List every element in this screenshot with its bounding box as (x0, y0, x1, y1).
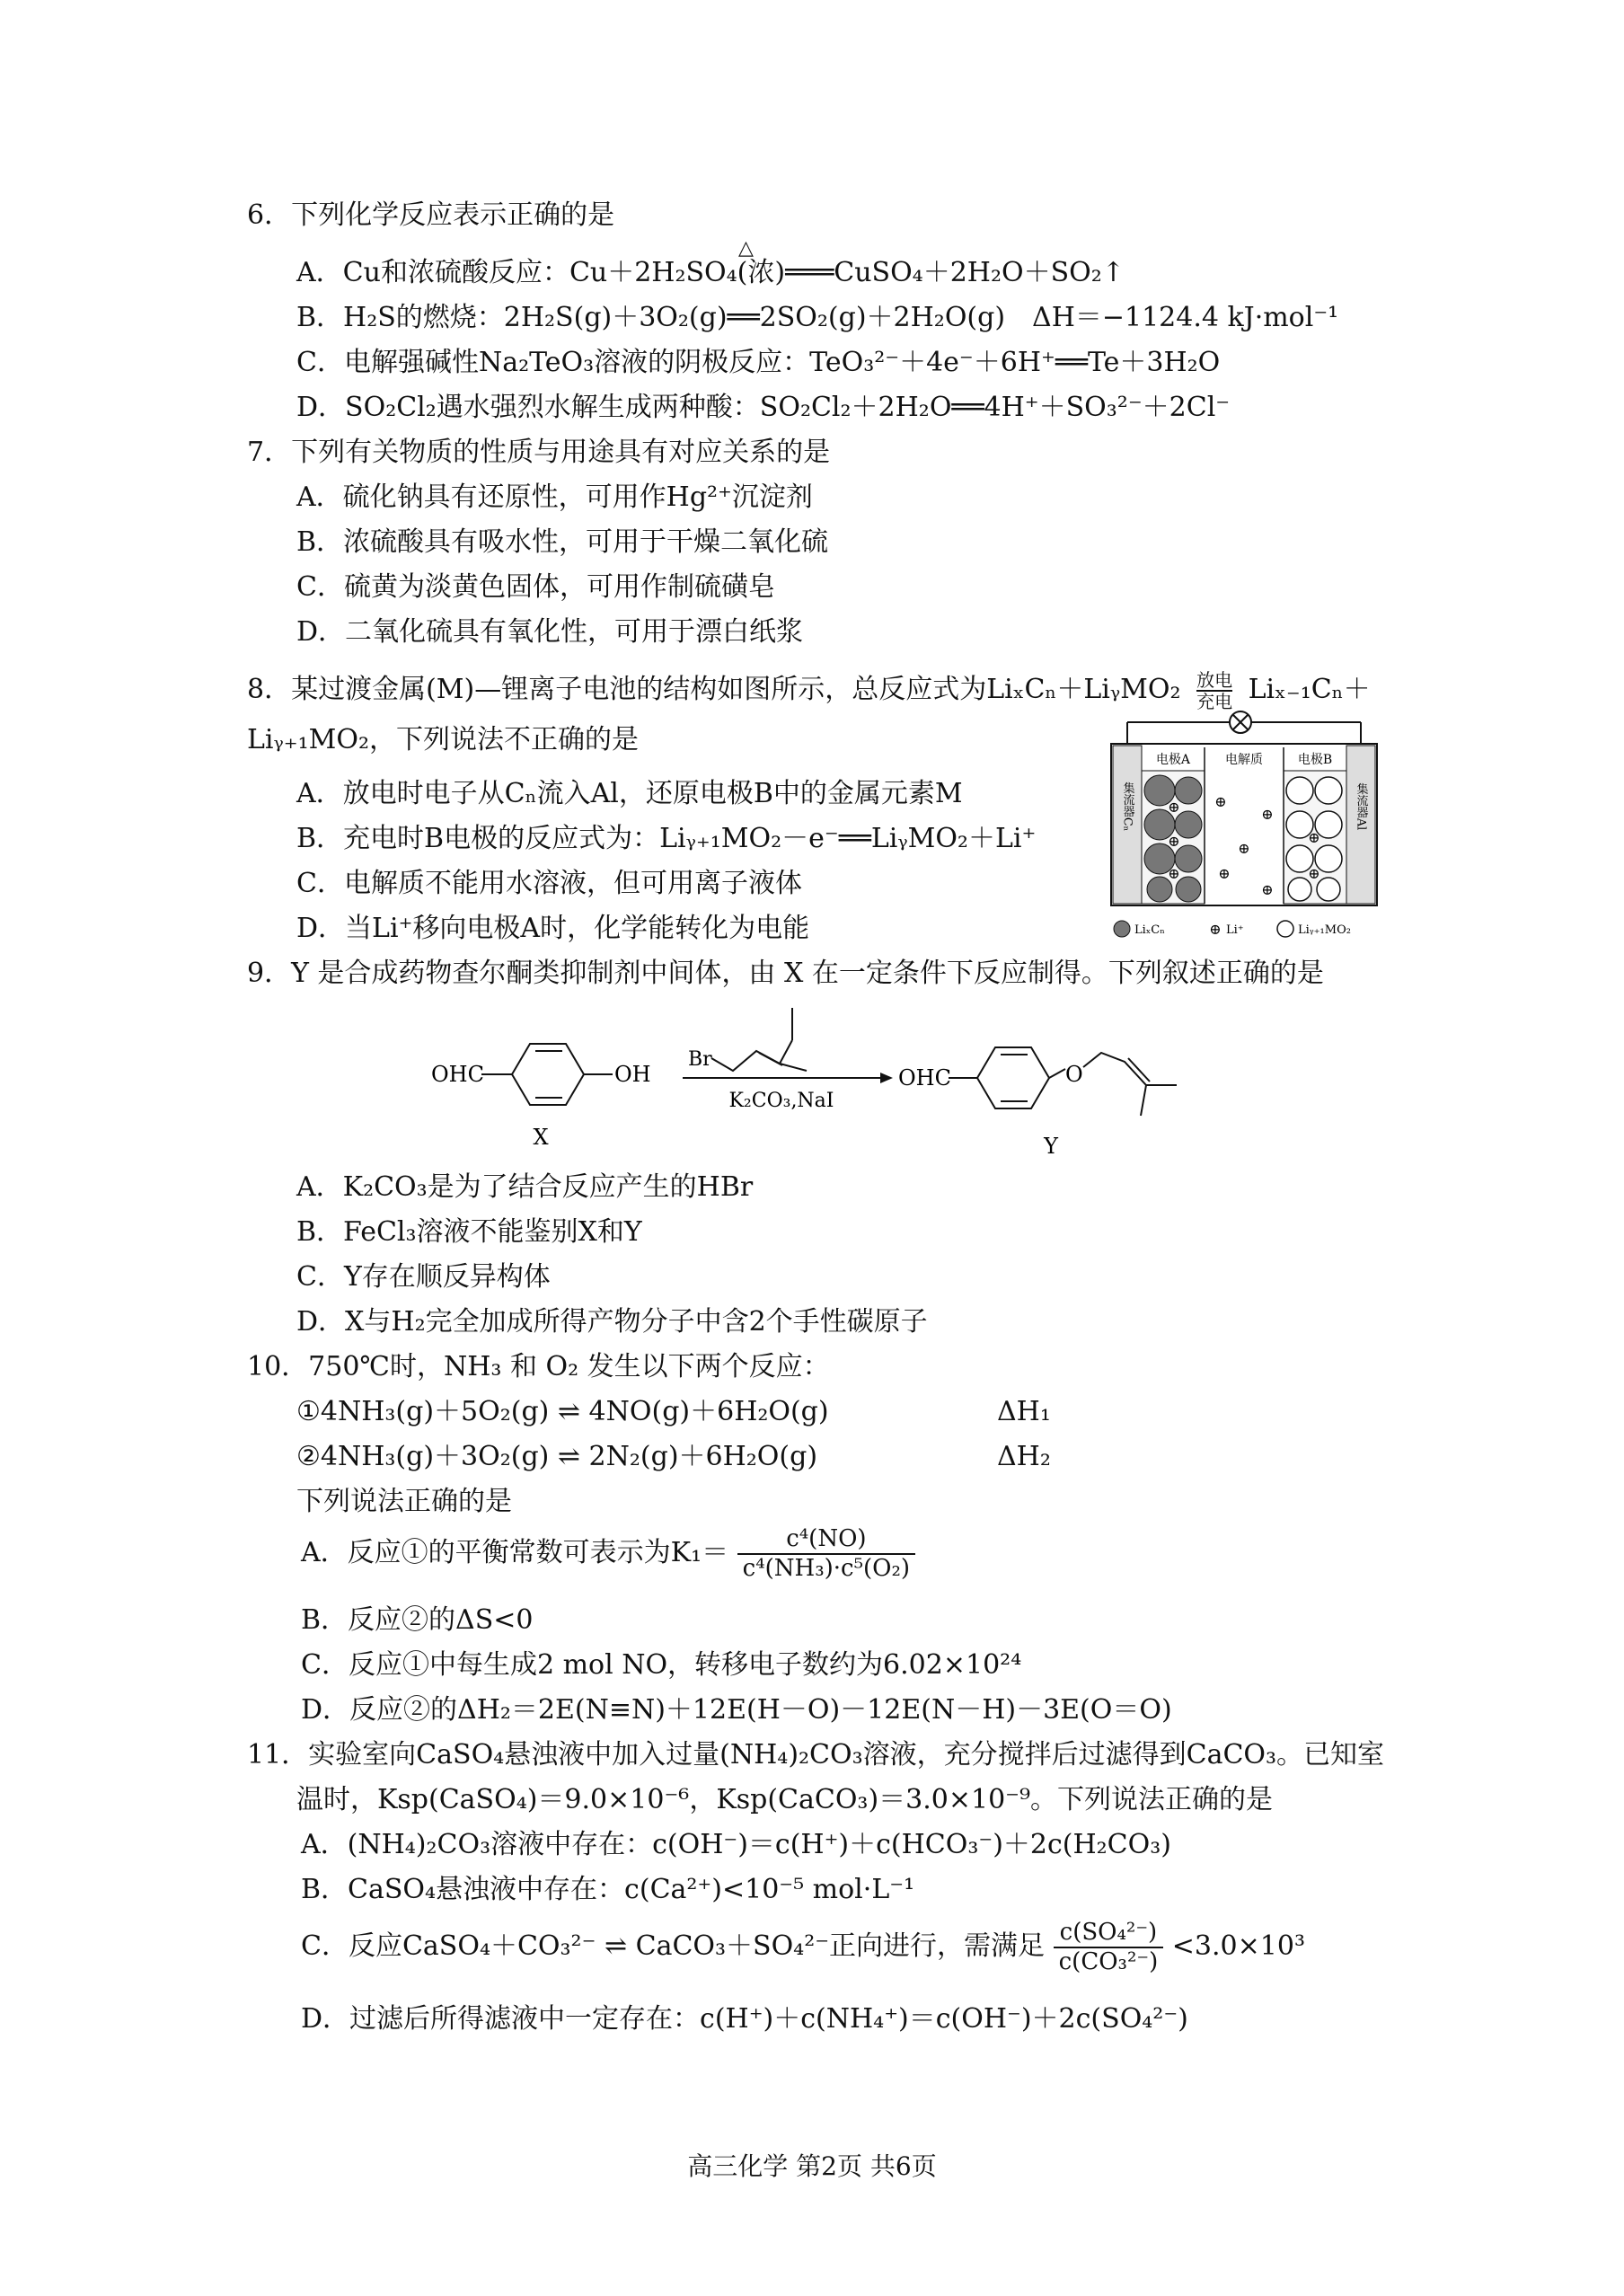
q11-option-c-limit: <3.0×10³ (1171, 1930, 1305, 1963)
q6-option-a-text: A．Cu和浓硫酸反应：Cu＋2H₂SO₄(浓)═══CuSO₄＋2H₂O＋SO₂↑ (296, 257, 1125, 288)
electrolyte-label: 电解质 (1225, 753, 1263, 767)
y-ether-o: O (1065, 1062, 1083, 1087)
q7-option-a: A．硫化钠具有还原性，可用作Hg²⁺沉淀剂 (296, 481, 813, 513)
label-y: Y (1044, 1134, 1058, 1159)
svg-text:⊕: ⊕ (1168, 865, 1180, 882)
q7-option-b: B．浓硫酸具有吸水性，可用于干燥二氧化硫 (296, 526, 829, 558)
q6-option-d: D．SO₂Cl₂遇水强烈水解生成两种酸：SO₂Cl₂＋2H₂O══4H⁺＋SO₃²⁻＋2Cl⁻ (296, 392, 1231, 423)
svg-text:⊕: ⊕ (1209, 921, 1222, 938)
benzene-ring-x (512, 1044, 584, 1105)
q11-option-c (301, 1919, 1305, 1976)
q9-stem: 9．Y 是合成药物查尔酮类抑制剂中间体，由 X 在一定条件下反应制得。下列叙述正确的是 (247, 958, 1324, 989)
q10-option-d: D．反应②的ΔH₂＝2E(N≡N)＋12E(H－O)－12E(N－H)－3E(O＝O) (301, 1694, 1172, 1726)
q11-stem-line2: 温时，Ksp(CaSO₄)＝9.0×10⁻⁶，Ksp(CaCO₃)＝3.0×10⁻⁹。下列说法正确的是 (296, 1784, 1274, 1815)
q9-option-d: D．X与H₂完全加成所得产物分子中含2个手性碳原子 (296, 1306, 928, 1338)
q10-option-a (301, 1525, 915, 1583)
page-footer: 高三化学 第2页 共6页 (687, 2151, 937, 2181)
charge-label: 充电 (1196, 691, 1233, 712)
legend-li-ion: Li⁺ (1226, 923, 1244, 937)
ratio-numerator: c(SO₄²⁻) (1054, 1919, 1164, 1948)
q11-option-d: D．过滤后所得滤液中一定存在：c(H⁺)＋c(NH₄⁺)＝c(OH⁻)＋2c(SO₄²⁻) (301, 2003, 1188, 2035)
q10-reaction-2: ②4NH₃(g)＋3O₂(g) ⇌ 2N₂(g)＋6H₂O(g) (296, 1441, 818, 1472)
q11-stem-line1: 11．实验室向CaSO₄悬浊液中加入过量(NH₄)₂CO₃溶液，充分搅拌后过滤得到CaCO₃。已知室 (247, 1739, 1385, 1771)
q6-option-a (296, 257, 1125, 289)
svg-text:⊕: ⊕ (1218, 865, 1231, 882)
q6-option-b: B．H₂S的燃烧：2H₂S(g)＋3O₂(g)══2SO₂(g)＋2H₂O(g) ΔH＝−1124.4 kJ·mol⁻¹ (296, 302, 1339, 333)
q6-option-c: C．电解强碱性Na₂TeO₃溶液的阴极反应：TeO₃²⁻＋4e⁻＋6H⁺══Te＋3H₂O (296, 347, 1221, 378)
q11-option-c-text: C．反应CaSO₄＋CO₃²⁻ ⇌ CaCO₃＋SO₄²⁻正向进行，需满足 (301, 1930, 1046, 1963)
q9-option-c: C．Y存在顺反异构体 (296, 1261, 551, 1293)
q10-option-a-text: A．反应①的平衡常数可表示为K₁＝ (301, 1537, 729, 1569)
q10-dh2: ΔH₂ (997, 1441, 1051, 1472)
svg-text:⊕: ⊕ (1238, 840, 1250, 857)
ratio-fraction (1054, 1919, 1164, 1976)
ratio-denominator: c(CO₃²⁻) (1058, 1948, 1159, 1976)
legend-lixcn: LiₓCₙ (1134, 923, 1165, 937)
equilibrium-constant-fraction (737, 1525, 915, 1583)
benzene-ring-y (977, 1047, 1049, 1108)
reagent-br: Br (688, 1048, 712, 1071)
collector-right-label: 集流器Al (1354, 782, 1368, 831)
q7-stem: 7．下列有关物质的性质与用途具有对应关系的是 (247, 437, 831, 468)
q10-option-c: C．反应①中每生成2 mol NO，转移电子数约为6.02×10²⁴ (301, 1649, 1022, 1681)
q7-option-c: C．硫黄为淡黄色固体，可用作制硫磺皂 (296, 571, 775, 603)
q6-stem: 6．下列化学反应表示正确的是 (247, 199, 615, 231)
discharge-label: 放电 (1196, 669, 1233, 691)
fraction-denominator: c⁴(NH₃)·c⁵(O₂) (742, 1555, 911, 1583)
heat-symbol: △ (738, 237, 754, 260)
q8-stem-line1 (247, 670, 1371, 711)
q10-dh1: ΔH₁ (997, 1396, 1051, 1427)
q7-option-d: D．二氧化硫具有氧化性，可用于漂白纸浆 (296, 616, 804, 648)
q9-option-b: B．FeCl₃溶液不能鉴别X和Y (296, 1216, 642, 1248)
x-oh-group: OH (614, 1062, 651, 1087)
svg-text:⊕: ⊕ (1261, 806, 1274, 823)
label-x: X (533, 1125, 549, 1150)
fraction-numerator: c⁴(NO) (737, 1525, 915, 1555)
q8-option-b: B．充电时B电极的反应式为：Liᵧ₊₁MO₂－e⁻══LiᵧMO₂＋Li⁺ (296, 823, 1037, 854)
svg-text:⊕: ⊕ (1308, 829, 1320, 846)
electrode-b-label: 电极B (1297, 753, 1333, 767)
reaction-condition (1196, 670, 1232, 711)
q8-option-c: C．电解质不能用水溶液，但可用离子液体 (296, 868, 802, 899)
q8-option-a: A．放电时电子从Cₙ流入Al，还原电极B中的金属元素M (296, 778, 963, 809)
svg-text:⊕: ⊕ (1261, 881, 1274, 898)
legend-limo2: Liᵧ₊₁MO₂ (1298, 923, 1351, 937)
q9-option-a: A．K₂CO₃是为了结合反应产生的HBr (296, 1171, 754, 1203)
svg-text:⊕: ⊕ (1168, 799, 1180, 816)
q10-reaction-1: ①4NH₃(g)＋5O₂(g) ⇌ 4NO(g)＋6H₂O(g) (296, 1396, 829, 1427)
q8-stem-line2: Liᵧ₊₁MO₂，下列说法不正确的是 (247, 724, 640, 755)
q11-option-a: A．(NH₄)₂CO₃溶液中存在：c(OH⁻)＝c(H⁺)＋c(HCO₃⁻)＋2c(H₂CO₃) (301, 1829, 1171, 1860)
x-cho-group: OHC (431, 1062, 484, 1087)
collector-left-label: 集流器Cₙ (1120, 782, 1134, 832)
q10-option-b: B．反应②的ΔS<0 (301, 1604, 534, 1636)
q10-sub: 下列说法正确的是 (296, 1486, 512, 1517)
y-cho-group: OHC (898, 1065, 951, 1091)
battery-diagram (1109, 708, 1379, 943)
electrode-a-label: 电极A (1155, 753, 1191, 767)
q11-option-b: B．CaSO₄悬浊液中存在：c(Ca²⁺)<10⁻⁵ mol·L⁻¹ (301, 1874, 915, 1905)
q10-stem: 10．750℃时，NH₃ 和 O₂ 发生以下两个反应： (247, 1351, 830, 1382)
q8-option-d: D．当Li⁺移向电极A时，化学能转化为电能 (296, 913, 810, 944)
svg-text:⊕: ⊕ (1308, 865, 1320, 882)
q8-stem-text: 8．某过渡金属(M)—锂离子电池的结构如图所示，总反应式为LiₓCₙ＋LiᵧMO₂ (247, 674, 1181, 705)
reaction-scheme (422, 999, 1213, 1170)
svg-text:⊕: ⊕ (1214, 793, 1227, 810)
q8-stem-end: Liₓ₋₁Cₙ＋ (1248, 674, 1371, 705)
reagent-base: K₂CO₃,NaI (728, 1090, 834, 1112)
svg-text:⊕: ⊕ (1168, 833, 1180, 850)
